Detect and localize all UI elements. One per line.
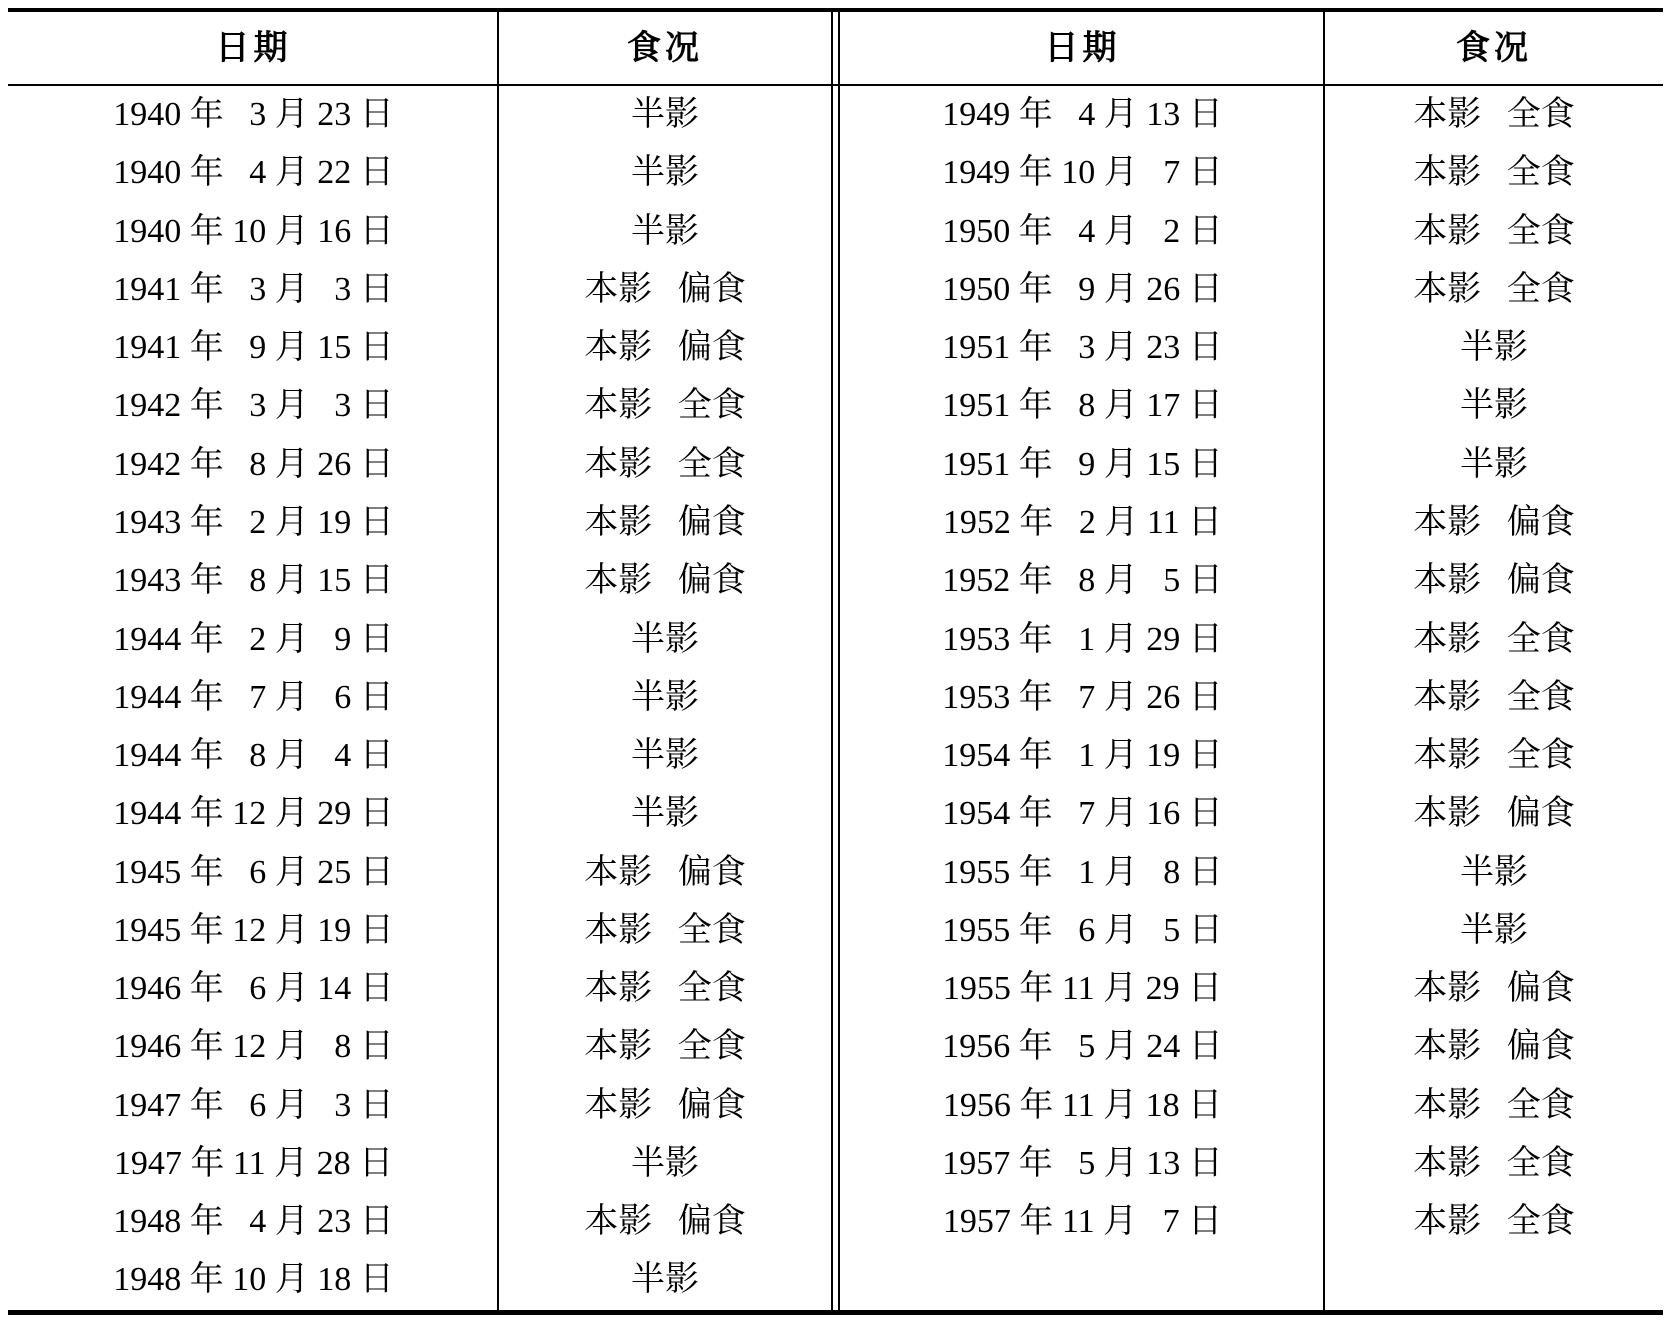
date-cell: 1945 年 12 月 19 日 [113, 911, 394, 949]
date-cell: 1941 年 3 月 3 日 [113, 270, 394, 308]
table-row [8, 669, 831, 727]
table-row [840, 1193, 1663, 1251]
table-row [8, 785, 831, 843]
condition-cell: 本影 偏食 [584, 270, 746, 308]
left-header-date: 日期 [215, 30, 292, 67]
condition-cell: 半影 [1460, 329, 1528, 367]
condition-cell: 本影 全食 [1413, 620, 1575, 658]
table-row [8, 377, 831, 435]
condition-cell: 本影 全食 [1413, 96, 1575, 134]
date-cell: 1944 年 12 月 29 日 [113, 795, 394, 833]
table-row [840, 144, 1663, 202]
condition-cell: 本影 全食 [584, 445, 746, 483]
table-row [840, 377, 1663, 435]
date-cell: 1955 年 11 月 29 日 [942, 970, 1223, 1008]
condition-cell: 半影 [631, 795, 699, 833]
condition-cell: 本影 全食 [584, 387, 746, 425]
date-cell: 1949 年 10 月 7 日 [942, 154, 1223, 192]
date-cell: 1947 年 6 月 3 日 [113, 1086, 394, 1124]
table-row [8, 1077, 831, 1135]
date-cell: 1943 年 8 月 15 日 [113, 562, 394, 600]
table-row [8, 1193, 831, 1251]
table-row [840, 727, 1663, 785]
date-cell: 1943 年 2 月 19 日 [113, 503, 394, 541]
date-cell: 1944 年 2 月 9 日 [113, 620, 394, 658]
date-cell: 1956 年 5 月 24 日 [942, 1028, 1223, 1066]
date-cell: 1954 年 1 月 19 日 [942, 737, 1223, 775]
date-cell: 1941 年 9 月 15 日 [113, 329, 394, 367]
date-cell: 1951 年 9 月 15 日 [942, 445, 1223, 483]
date-cell: 1955 年 1 月 8 日 [942, 853, 1223, 891]
table-row [8, 1251, 831, 1309]
condition-cell: 本影 全食 [1413, 270, 1575, 308]
table-row [8, 319, 831, 377]
right-header-condition: 食况 [1456, 30, 1532, 67]
table-row [840, 436, 1663, 494]
condition-cell: 半影 [631, 620, 699, 658]
eclipse-table [8, 8, 1663, 1315]
date-cell: 1946 年 12 月 8 日 [113, 1028, 394, 1066]
table-row [840, 86, 1663, 144]
condition-cell: 本影 全食 [1413, 212, 1575, 250]
condition-cell: 本影 偏食 [1413, 562, 1575, 600]
table-row [8, 843, 831, 901]
table-row [840, 552, 1663, 610]
condition-cell: 本影 偏食 [1413, 1028, 1575, 1066]
condition-cell: 本影 偏食 [584, 853, 746, 891]
date-cell: 1940 年 10 月 16 日 [113, 212, 394, 250]
table-row [8, 960, 831, 1018]
center-double-rule-left [831, 12, 833, 1310]
table-row [840, 1135, 1663, 1193]
date-cell: 1956 年 11 月 18 日 [942, 1086, 1223, 1124]
table-row [8, 1135, 831, 1193]
condition-cell: 半影 [631, 96, 699, 134]
date-cell: 1940 年 3 月 23 日 [113, 96, 394, 134]
date-cell: 1953 年 7 月 26 日 [942, 678, 1223, 716]
condition-cell: 本影 偏食 [584, 562, 746, 600]
left-header-condition: 食况 [627, 30, 703, 67]
condition-cell: 本影 全食 [1413, 737, 1575, 775]
date-cell: 1948 年 4 月 23 日 [113, 1203, 394, 1241]
date-cell: 1950 年 4 月 2 日 [942, 212, 1223, 250]
condition-cell: 本影 偏食 [584, 329, 746, 367]
table-row [840, 785, 1663, 843]
table-row [8, 436, 831, 494]
condition-cell: 半影 [1460, 911, 1528, 949]
condition-cell: 本影 全食 [584, 970, 746, 1008]
date-cell: 1957 年 5 月 13 日 [942, 1144, 1223, 1182]
date-cell: 1954 年 7 月 16 日 [942, 795, 1223, 833]
table-row [8, 86, 831, 144]
condition-cell: 本影 全食 [1413, 154, 1575, 192]
right-half-table [840, 12, 1663, 1310]
table-row [8, 727, 831, 785]
table-row [8, 552, 831, 610]
date-cell: 1944 年 8 月 4 日 [113, 737, 394, 775]
date-cell: 1955 年 6 月 5 日 [942, 911, 1223, 949]
condition-cell: 半影 [631, 212, 699, 250]
date-cell: 1952 年 2 月 11 日 [942, 503, 1223, 541]
date-cell: 1950 年 9 月 26 日 [942, 270, 1223, 308]
right-table-body [840, 86, 1663, 1251]
left-table-body [8, 86, 831, 1310]
right-header-date: 日期 [1044, 30, 1121, 67]
date-cell: 1952 年 8 月 5 日 [942, 562, 1223, 600]
table-row [8, 1018, 831, 1076]
condition-cell: 本影 偏食 [1413, 795, 1575, 833]
date-cell: 1957 年 11 月 7 日 [942, 1203, 1223, 1241]
table-row [840, 1077, 1663, 1135]
table-row [840, 261, 1663, 319]
left-half-table [8, 12, 831, 1310]
table-row [840, 203, 1663, 261]
right-header-row [840, 12, 1663, 86]
date-cell: 1951 年 8 月 17 日 [942, 387, 1223, 425]
table-row [8, 261, 831, 319]
condition-cell: 半影 [631, 678, 699, 716]
condition-cell: 本影 偏食 [584, 1086, 746, 1124]
date-cell: 1946 年 6 月 14 日 [113, 970, 394, 1008]
date-cell: 1948 年 10 月 18 日 [113, 1261, 394, 1299]
table-row [840, 319, 1663, 377]
table-row [8, 144, 831, 202]
condition-cell: 本影 偏食 [1413, 503, 1575, 541]
date-cell: 1947 年 11 月 28 日 [113, 1144, 394, 1182]
date-cell: 1949 年 4 月 13 日 [942, 96, 1223, 134]
table-row [840, 494, 1663, 552]
condition-cell: 本影 全食 [1413, 1144, 1575, 1182]
condition-cell: 半影 [631, 154, 699, 192]
date-cell: 1953 年 1 月 29 日 [942, 620, 1223, 658]
condition-cell: 本影 全食 [584, 1028, 746, 1066]
table-row [840, 669, 1663, 727]
condition-cell: 半影 [631, 1261, 699, 1299]
table-row [840, 843, 1663, 901]
date-cell: 1951 年 3 月 23 日 [942, 329, 1223, 367]
condition-cell: 本影 全食 [1413, 1086, 1575, 1124]
table-row [840, 610, 1663, 668]
date-cell: 1942 年 3 月 3 日 [113, 387, 394, 425]
date-cell: 1942 年 8 月 26 日 [113, 445, 394, 483]
date-cell: 1945 年 6 月 25 日 [113, 853, 394, 891]
condition-cell: 半影 [1460, 853, 1528, 891]
condition-cell: 半影 [1460, 387, 1528, 425]
table-row [840, 902, 1663, 960]
table-row [840, 960, 1663, 1018]
condition-cell: 本影 偏食 [584, 503, 746, 541]
table-row [8, 610, 831, 668]
date-cell: 1940 年 4 月 22 日 [113, 154, 394, 192]
condition-cell: 本影 全食 [584, 911, 746, 949]
condition-cell: 半影 [631, 737, 699, 775]
table-row [8, 494, 831, 552]
table-row [8, 902, 831, 960]
condition-cell: 本影 偏食 [1413, 970, 1575, 1008]
table-row [840, 1018, 1663, 1076]
left-header-row [8, 12, 831, 86]
condition-cell: 本影 全食 [1413, 1203, 1575, 1241]
condition-cell: 本影 偏食 [584, 1203, 746, 1241]
condition-cell: 半影 [1460, 445, 1528, 483]
condition-cell: 半影 [631, 1144, 699, 1182]
condition-cell: 本影 全食 [1413, 678, 1575, 716]
table-row [8, 203, 831, 261]
date-cell: 1944 年 7 月 6 日 [113, 678, 394, 716]
